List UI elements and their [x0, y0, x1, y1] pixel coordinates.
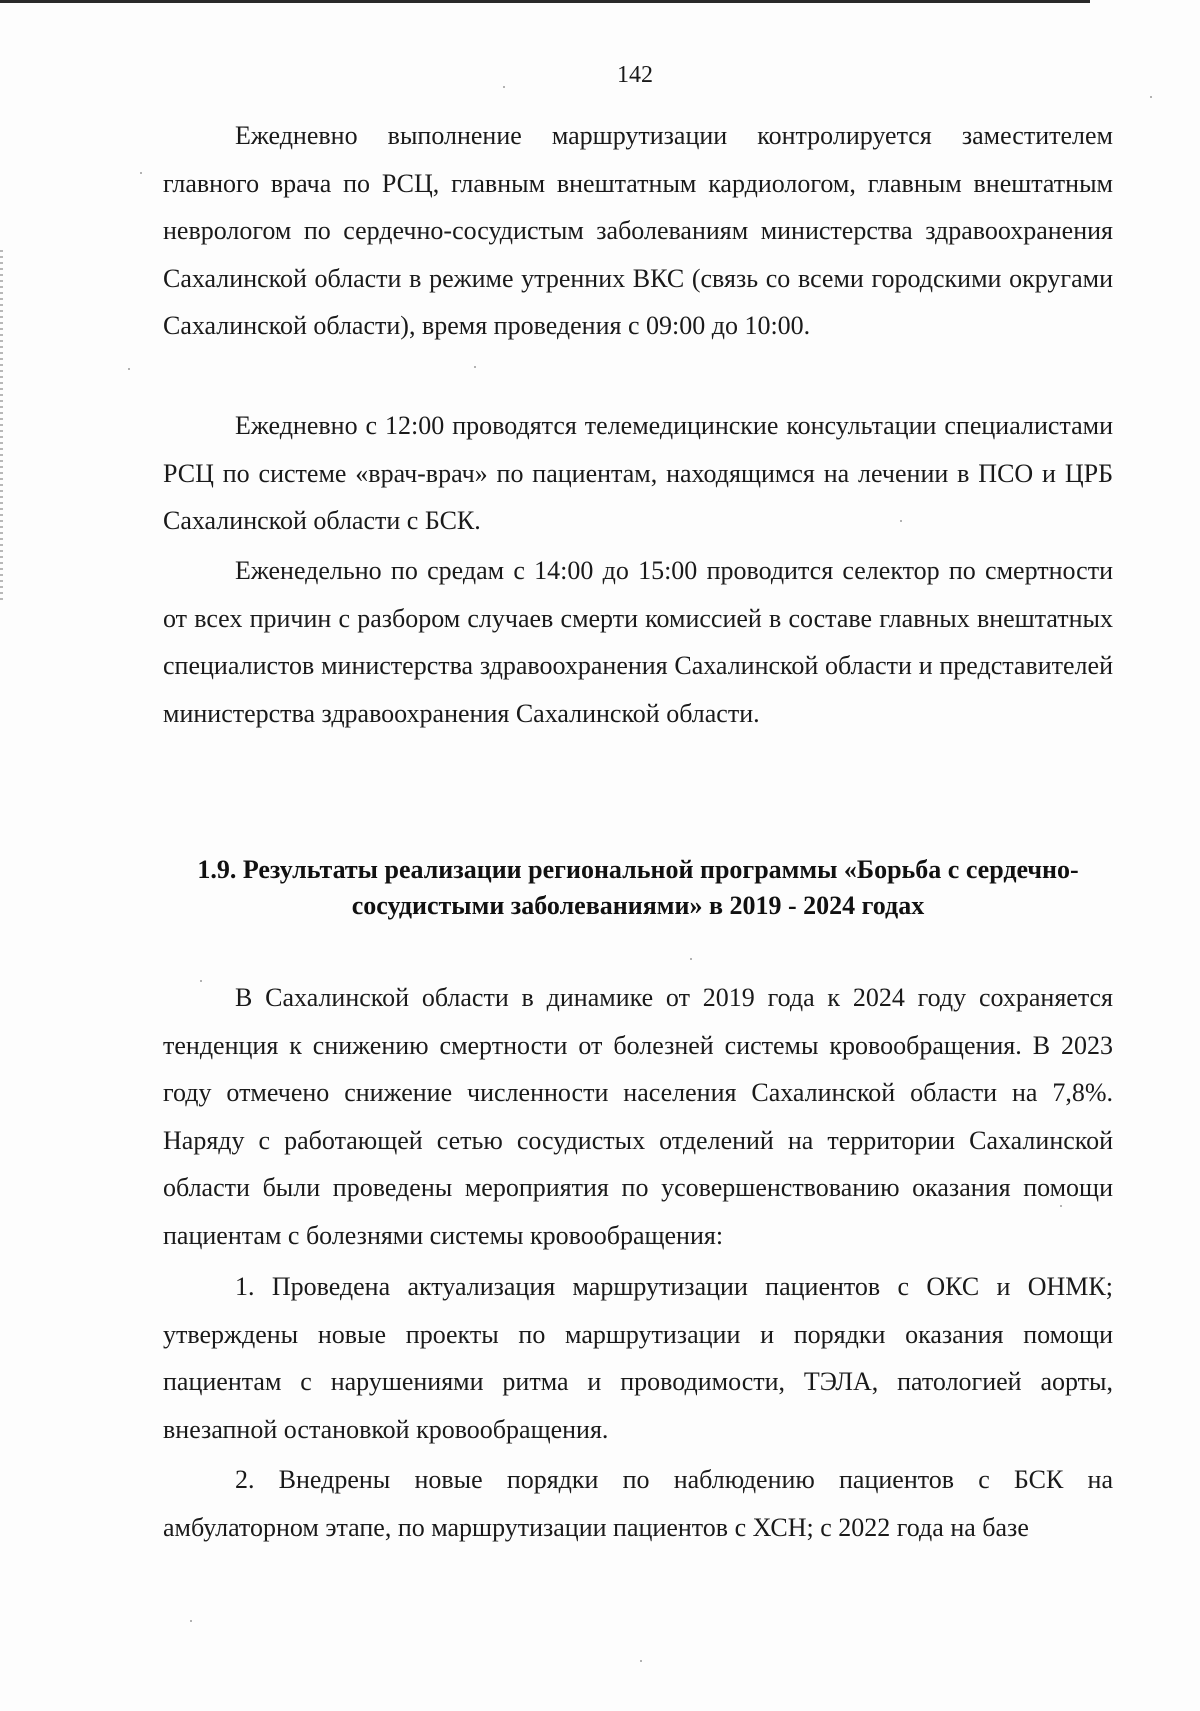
scan-speck [690, 958, 692, 960]
scan-speck [503, 86, 505, 88]
page-left-binding-edge [0, 250, 3, 600]
page-top-edge [0, 0, 1090, 3]
page-number: 142 [617, 62, 653, 88]
scan-speck [900, 520, 902, 522]
paragraph-text: В Сахалинской области в динамике от 2019 года к 2024 году сохраняется тенденция к снижению смертности от болезней системы кровообращения. В 2023 году отмечено снижение численности населения Сахалинской области на 7,8%. Наряду с работающей сетью сосудистых отделений на территории Сахалинской области были проведены мероприятия по усовершенствованию оказания помощи пациентам с болезнями системы кровообращения: [163, 983, 1113, 1250]
paragraph-text: 2. Внедрены новые порядки по наблюдению пациентов с БСК на амбулаторном этапе, по маршрутизации пациентов с ХСН; с 2022 года на базе [163, 1465, 1113, 1542]
paragraph-text: Ежедневно выполнение маршрутизации контролируется заместителем главного врача по РСЦ, главным внештатным кардиологом, главным внештатным неврологом по сердечно-сосудистым заболеваниям министерства здравоохранения Сахалинской области в режиме утренних ВКС (связь со всеми городскими округами Сахалинской области), время проведения с 09:00 до 10:00. [163, 121, 1113, 340]
paragraph-daily-routing-control [163, 112, 1113, 350]
scan-speck [140, 172, 142, 174]
scan-speck [474, 366, 476, 368]
paragraph-text: 1. Проведена актуализация маршрутизации пациентов с ОКС и ОНМК; утверждены новые проекты по маршрутизации и порядки оказания помощи пациентам с нарушениями ритма и проводимости, ТЭЛА, патологией аорты, внезапной остановкой кровообращения. [163, 1272, 1113, 1444]
paragraph-text: Еженедельно по средам с 14:00 до 15:00 проводится селектор по смертности от всех причин с разбором случаев смерти комиссией в составе главных внештатных специалистов министерства здравоохранения Сахалинской области и представителей министерства здравоохранения Сахалинской области. [163, 556, 1113, 728]
paragraph-mortality-trend [163, 974, 1113, 1259]
scan-speck [200, 980, 202, 982]
list-item-2 [163, 1456, 1113, 1551]
paragraph-weekly-selector [163, 547, 1113, 737]
scan-speck [1150, 96, 1152, 98]
scan-speck [640, 1660, 642, 1662]
list-item-1 [163, 1263, 1113, 1453]
scan-speck [128, 368, 130, 370]
scan-speck [190, 1620, 192, 1622]
section-heading: 1.9. Результаты реализации региональной программы «Борьба с сердечно-сосудистыми заболеваниями» в 2019 - 2024 годах [197, 855, 1079, 920]
scan-speck [1060, 1205, 1062, 1207]
paragraph-telemedicine [163, 402, 1113, 545]
paragraph-text: Ежедневно с 12:00 проводятся телемедицинские консультации специалистами РСЦ по системе «врач-врач» по пациентам, находящимся на лечении в ПСО и ЦРБ Сахалинской области с БСК. [163, 411, 1113, 535]
